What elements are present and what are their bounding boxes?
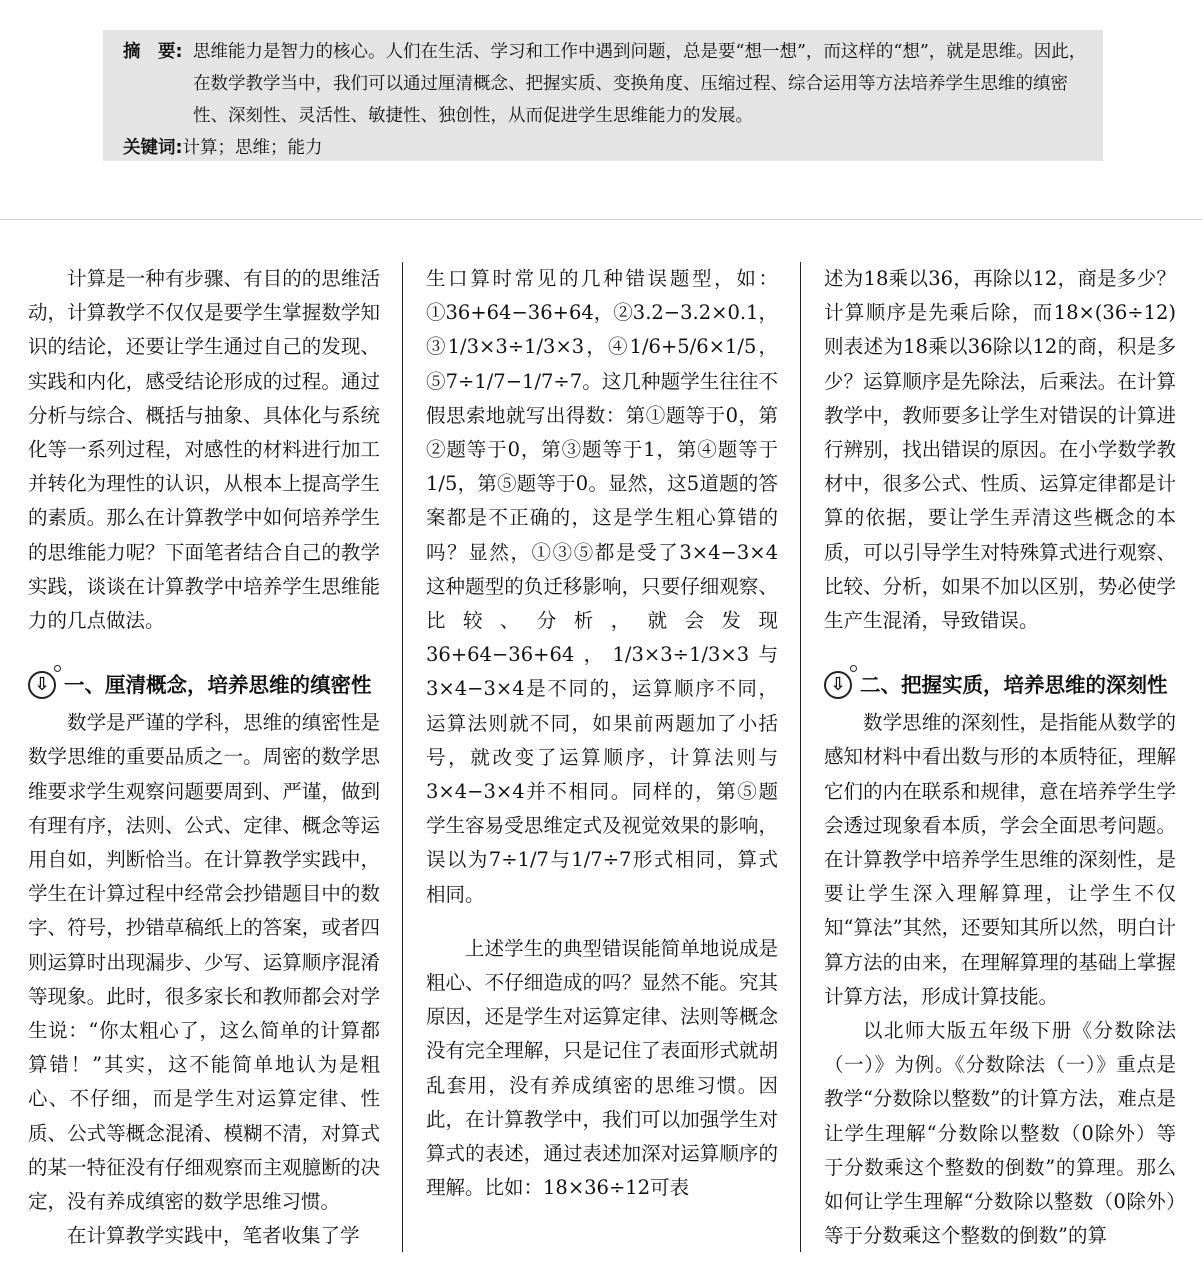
paragraph: 数学思维的深刻性，是指能从数学的感知材料中看出数与形的本质特征，理解它们的内在联系和规律，意在培养学生学会透过现象看本质，学会全面思考问题。在计算教学中培养学生思维的深刻性，是要让学生深入理解算理，让学生不仅知“算法”其然，还要知其所以然，明白计算方法的由来，在理解算理的基础上掌握计算方法，形成计算技能。 [824, 711, 1176, 1008]
abstract-row [123, 36, 1089, 132]
paragraph: 生口算时常见的几种错误题型，如：①36+64−36+64，②3.2−3.2×0.1，③1/3×3÷1/3×3，④1/6+5/6×1/5，⑤7÷1/7−1/7÷7。这几种题学生往往不假思索地就写出得数：第①题等于0，第②题等于0，第③题等于1，第④题等于1/5，第⑤题等于0。显然，这5道题的答案都是不正确的，这是学生粗心算错的吗？显然，①③⑤都是受了3×4−3×4这种题型的负迁移影响，只要仔细观察、比较、分析，就会发现36+64−36+64，1/3×3÷1/3×3与3×4−3×4是不同的，运算顺序不同，运算法则就不同，如果前两题加了小括号，就改变了运算顺序，计算法则与3×4−3×4并不相同。同样的，第⑤题学生容易受思维定式及视觉效果的影响，误以为7÷1/7与1/7÷7形式相同，算式相同。 [426, 267, 778, 906]
abstract-box [103, 30, 1103, 161]
section-heading-2 [824, 668, 1176, 702]
down-arrow-circle-icon: ⇩ [824, 671, 852, 699]
keywords-label: 关键词: [123, 138, 183, 158]
down-arrow-circle-icon: ⇩ [28, 671, 56, 699]
column-3 [824, 262, 1176, 1262]
header-rule [0, 219, 1202, 220]
paragraph: 以北师大版五年级下册《分数除法（一）》为例。《分数除法（一）》重点是教学“分数除以整数”的计算方法，难点是让学生理解“分数除以整数（0除外）等于分数乘这个整数的倒数”的算理。那么如何让学生理解“分数除以整数（0除外）等于分数乘这个整数的倒数”的算 [824, 1019, 1176, 1248]
abstract-label: 摘 要: [123, 42, 183, 62]
column-divider [402, 262, 403, 1252]
abstract-text: 思维能力是智力的核心。人们在生活、学习和工作中遇到问题，总是要“想一想”，而这样的“想”，就是思维。因此，在数学教学当中，我们可以通过厘清概念、把握实质、变换角度、压缩过程、综合运用等方法培养学生思维的缜密性、深刻性、灵活性、敏捷性、独创性，从而促进学生思维能力的发展。 [193, 42, 1087, 126]
column-2 [426, 262, 778, 1262]
section-heading-1-text: 一、厘清概念，培养思维的缜密性 [64, 673, 372, 698]
paragraph: 上述学生的典型错误能简单地说成是粗心、不仔细造成的吗？显然不能。究其原因，还是学生对运算定律、法则等概念没有完全理解，只是记住了表面形式就胡乱套用，没有养成缜密的思维习惯。因此，在计算教学中，我们可以加强学生对算式的表述，通过表述加深对运算顺序的理解。比如：18×36÷12可表 [426, 936, 778, 1200]
paragraph: 在计算教学实践中，笔者收集了学 [67, 1224, 360, 1248]
keywords-text: 计算；思维；能力 [182, 138, 323, 158]
column-1 [28, 262, 380, 1262]
paragraph: 数学是严谨的学科，思维的缜密性是数学思维的重要品质之一。周密的数学思维要求学生观察问题要周到、严谨，做到有理有序，法则、公式、定律、概念等运用自如，判断恰当。在计算教学实践中，学生在计算过程中经常会抄错题目中的数字、符号，抄错草稿纸上的答案，或者四则运算时出现漏步、少写、运算顺序混淆等现象。此时，很多家长和教师都会对学生说：“你太粗心了，这么简单的计算都算错！”其实，这不能简单地认为是粗心、不仔细，而是学生对运算定律、性质、公式等概念混淆、模糊不清，对算式的某一特征没有仔细观察而主观臆断的决定，没有养成缜密的数学思维习惯。 [28, 711, 380, 1214]
paragraph: 述为18乘以36，再除以12，商是多少？计算顺序是先乘后除，而18×(36÷12)则表述为18乘以36除以12的商，积是多少？运算顺序是先除法，后乘法。在计算教学中，教师要多让学生对错误的计算进行辨别，找出错误的原因。在小学数学教材中，很多公式、性质、运算定律都是计算的依据，要让学生弄清这些概念的本质，可以引导学生对特殊算式进行观察、比较、分析，如果不加以区别，势必使学生产生混淆，导致错误。 [824, 267, 1176, 633]
column-divider [800, 262, 801, 1252]
keywords-row [123, 132, 1089, 164]
section-heading-2-text: 二、把握实质，培养思维的深刻性 [860, 673, 1168, 698]
intro-paragraph: 计算是一种有步骤、有目的的思维活动，计算教学不仅仅是要学生掌握数学知识的结论，还要让学生通过自己的发现、实践和内化，感受结论形成的过程。通过分析与综合、概括与抽象、具体化与系统化等一系列过程，对感性的材料进行加工并转化为理性的认识，从根本上提高学生的素质。那么在计算教学中如何培养学生的思维能力呢？下面笔者结合自己的教学实践，谈谈在计算教学中培养学生思维能力的几点做法。 [28, 267, 380, 633]
section-heading-1 [28, 668, 380, 702]
